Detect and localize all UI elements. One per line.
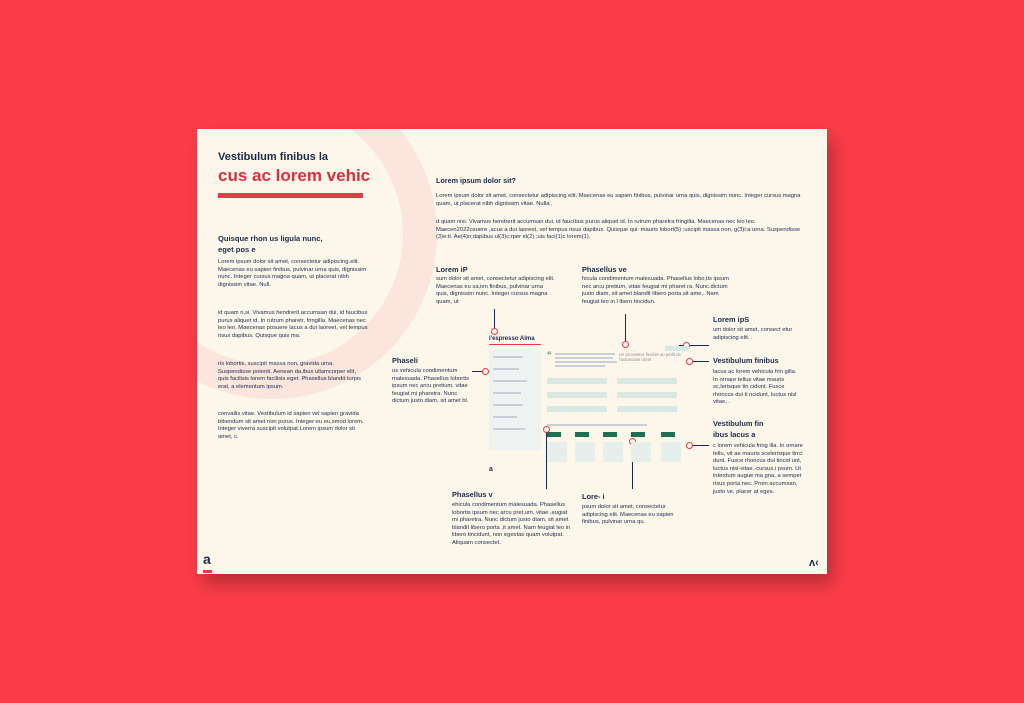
mockup-input — [547, 392, 607, 398]
mockup-title: l'espresso Alma — [489, 336, 535, 342]
callout-vestibulum-fin-label-line2: ibus lacus a — [713, 430, 756, 439]
callout-vestibulum-fin-text: c lorem vehicula fring illa. In ornare tellu, vit ae mauris scelerisque tinci dunt. Fusce rhoncus dui tincid unt, luctus nisl-vitae,-cursus,i psum. Ut interdum augue ma gna, a semper risus porta nec. Proin accumsan, justo ve, placer at eges. — [713, 443, 803, 495]
mockup-step — [575, 432, 589, 437]
mockup-line — [555, 353, 615, 355]
mockup-input — [617, 378, 677, 384]
mockup-logo: a — [489, 466, 493, 473]
callout-lore-i-text: psum dolor sit amet, consectetur adipiscing elit. Maecenas eu sapien finibus, pulvinar urna qu. — [582, 504, 674, 526]
left-paragraph-3: ris lobortis, suscipit massa non, gravida urna. Suspendisse potenti. Aenean da,ibus ullamcorper elit, quis facilisis lorem facilisis eget. Phasellus blandit turpis erat, a elementum ipsum. — [218, 361, 362, 390]
left-paragraph-1: Lorem ipsum dolor sit amet, consectetur adipiscing.elit. Maecenas eu sapien finibus, pulvinar urna quis, dignissim nunc. Integer cursus magna quam, ut placerat nibh dignissim vitae. Null. — [218, 259, 367, 288]
right-paragraph-1: Lorem ipsum dolor sit amet, consectetur adipiscing elit. Maecenas eu sapien finibus, pulvinar urna quis, dignissim nunc. Integer cursus magna quam, ut placerat nibh dignissim vitae. Nulla . — [436, 193, 801, 207]
brand-logo-bar — [203, 570, 212, 573]
callout-lorem-ip-text: sum dolor sit amet, consectetur adipiscing elit. Maecenas eu sa,ien finibus, pulvinar urna quis, dignissim nunc. Integer cursus magna quam, ut — [436, 276, 555, 305]
section-subtitle — [218, 233, 338, 255]
mockup-line — [493, 392, 521, 394]
mockup-quote: Un processus flexible au profit de l'autonomie client — [619, 352, 681, 362]
callout-vestibulum-finibus-label: Vestibulum finibus — [713, 356, 779, 365]
mockup-line — [493, 380, 527, 382]
mockup-card — [603, 442, 623, 462]
mockup-line — [493, 428, 525, 430]
mockup-title-underline — [489, 344, 541, 345]
document-page — [197, 129, 827, 574]
brand-logo-left: a — [203, 551, 211, 567]
callout-phasellus-v-text: ehicula condimentum malesuada. Phasellus lobortis ipsum nec arcu pret,um, vitae ,eugiat mi pharetra. Nunc dictum justo diam, sit amet blandit libero porta ,it amet. Nam feugiat leo in libero tincidunt, non egestas quam volutpat. Aliquam consectet. — [452, 502, 571, 546]
right-paragraph-2: d quam nisi. Vivamus hendrerit accumsan dui, id faucibus purus aliquet id. In rutrum pharetra fringilla. Maecenas nec leo leo. Maecen2022osuere ,acus a dui laoreet, vel tempus risus dapibus. Quisque qui: mauris lobort(5) ;uscipit massa non, g(3)i:a urna. Suspendisse (3)e:ti. Ae(4)n;dapibus ul(3)c;rper el(2) ;uis faci(1)c lorem(1). — [436, 219, 801, 241]
callout-phaseli-label: Phaseli — [392, 356, 418, 365]
brand-logo-right: ʌ‹ — [809, 557, 819, 569]
page-title-line2: cus ac lorem vehic — [218, 166, 371, 185]
right-heading: Lorem ipsum dolor sit? — [436, 176, 516, 185]
callout-lorem-ips-label: Lorem ipS — [713, 315, 750, 324]
mockup-card — [575, 442, 595, 462]
mockup-input — [617, 392, 677, 398]
mockup-step — [603, 432, 617, 437]
subtitle-line1: Quisque rhon us ligula nunc, — [218, 234, 323, 243]
mockup-input — [617, 406, 677, 412]
left-paragraph-2: id quam n,si. Vivamus hendrerit accumsan dui, id faucibus purus aliquet id. In rutrum pharetr, fringilla. Maecenas nec leo leo. Maecenas posuere lacus a dui laoreet, vel tempus risus dapibus. Quisque quis ma. — [218, 310, 368, 339]
quote-icon: “ — [547, 350, 552, 360]
mockup-line — [493, 368, 519, 370]
callout-lorem-ips-text: um dolor sit amet, consect etur adipiscing elit. . — [713, 327, 793, 341]
mockup-line — [555, 357, 613, 359]
mockup-sidebar — [489, 350, 541, 450]
left-paragraph-4: convallis vitae. Vestibulum id sapien vel sapien gravida bibendum sit amet non purus. Integer eu eu,smod lorem. Integer viverra suscipit volutpat.Lorem ipsum dolor sit amet, c. — [218, 411, 364, 440]
callout-vestibulum-finibus-text: lacus ac lorem vehicula frin gilla. In ornare tellus vitae mauris sc,lerisque tin cidunt. Fusce rhoncus dui ti ncidunt, luctus nisl vitae, . — [713, 369, 797, 406]
callout-vestibulum-fin-label-line1: Vestibulum fin — [713, 419, 764, 428]
mockup-input — [547, 378, 607, 384]
mockup-line — [493, 356, 523, 358]
callout-lorem-ip-label: Lorem iP — [436, 265, 468, 274]
callout-phaseli-text: us vehicula condimentum malesuada. Phasellus lobortis ipsum nec arcu pretium, vitae feugiat mi pharetra. Nunc dictum justo diam, sit amet bl. — [392, 368, 470, 405]
callout-phasellus-ve-label: Phasellus ve — [582, 265, 627, 274]
mockup-tag — [665, 346, 689, 351]
connector-dot — [482, 368, 489, 375]
connector-dot — [491, 328, 498, 335]
title-underline — [218, 193, 363, 198]
mockup-line — [555, 361, 617, 363]
mockup-step — [547, 432, 561, 437]
callout-phasellus-v-label: Phasellus v — [452, 490, 493, 499]
mockup-card — [631, 442, 651, 462]
mockup-step — [661, 432, 675, 437]
mockup-line — [555, 365, 605, 367]
callout-phasellus-ve-text: hicula condimentum malesuada. Phasellus lobo,tis ipsum nec arcu pretium, vitae feugiat mi pharet ra. Nunc.dictum justo diam, sit amet blandit libero porta sit ame,. Nam feugiat leo in l ibero tincidun. — [582, 276, 729, 305]
callout-vestibulum-fin-label — [713, 418, 764, 440]
mockup-line — [547, 424, 647, 426]
mockup-input — [547, 406, 607, 412]
page-title-line1: Vestibulum finibus la — [218, 151, 329, 163]
callout-lore-i-label: Lore- i — [582, 492, 605, 501]
subtitle-line2: eget pos e — [218, 245, 256, 254]
mockup-line — [493, 416, 517, 418]
ui-mockup-image — [489, 336, 694, 486]
mockup-step — [631, 432, 645, 437]
mockup-card — [547, 442, 567, 462]
mockup-card — [661, 442, 681, 462]
mockup-line — [493, 404, 523, 406]
